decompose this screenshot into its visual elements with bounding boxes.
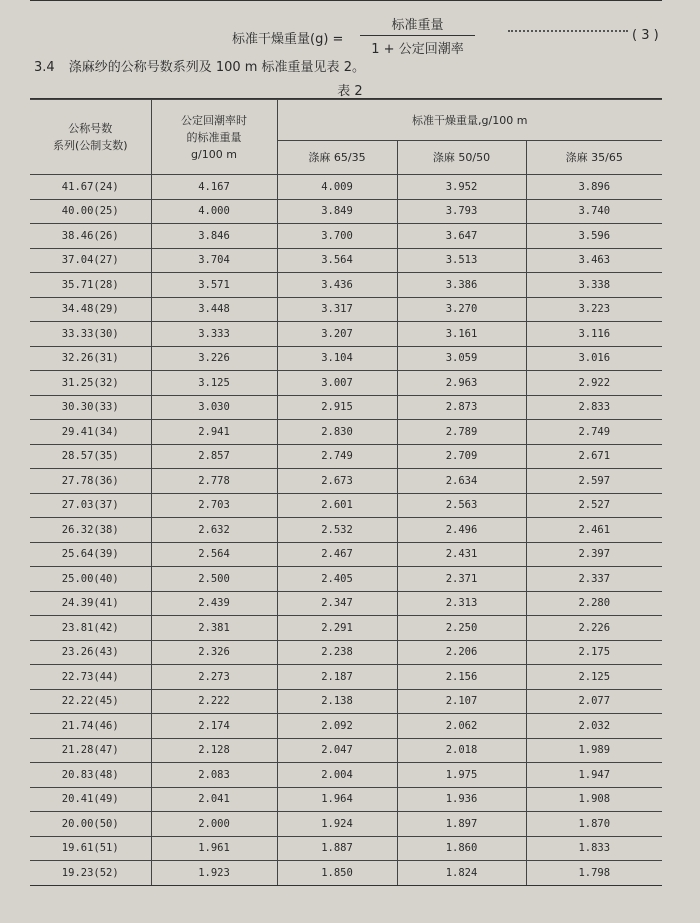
header-blend-35-65: 涤麻 35/65 (526, 141, 662, 175)
table-row (30, 297, 662, 322)
table-row (30, 812, 662, 837)
cell-nominal-count: 22.73(44) (30, 665, 151, 690)
cell-dry-35-65: 3.116 (526, 322, 662, 347)
cell-dry-50-50: 3.386 (397, 273, 526, 298)
table-row (30, 469, 662, 494)
cell-dry-35-65: 2.125 (526, 665, 662, 690)
cell-dry-35-65: 1.947 (526, 763, 662, 788)
cell-dry-35-65: 2.671 (526, 444, 662, 469)
cell-dry-65-35: 2.830 (277, 420, 397, 445)
table-row (30, 444, 662, 469)
cell-nominal-count: 21.74(46) (30, 714, 151, 739)
header-line: 的标准重量 (186, 130, 242, 144)
cell-dry-50-50: 2.371 (397, 567, 526, 592)
header-line: 公定回潮率时 (181, 113, 247, 127)
cell-dry-50-50: 2.206 (397, 640, 526, 665)
cell-dry-35-65: 3.463 (526, 248, 662, 273)
cell-dry-65-35: 3.700 (277, 224, 397, 249)
cell-nominal-count: 27.03(37) (30, 493, 151, 518)
cell-nominal-count: 22.22(45) (30, 689, 151, 714)
cell-dry-65-35: 2.047 (277, 738, 397, 763)
header-standard-weight (151, 100, 277, 175)
cell-dry-65-35: 1.964 (277, 787, 397, 812)
table-row (30, 616, 662, 641)
cell-nominal-count: 23.81(42) (30, 616, 151, 641)
table-row (30, 518, 662, 543)
cell-dry-65-35: 3.436 (277, 273, 397, 298)
cell-dry-50-50: 2.963 (397, 371, 526, 396)
header-blend-50-50: 涤麻 50/50 (397, 141, 526, 175)
cell-dry-50-50: 1.897 (397, 812, 526, 837)
cell-dry-35-65: 2.280 (526, 591, 662, 616)
table-row (30, 371, 662, 396)
header-line: 公称号数 (68, 122, 113, 135)
cell-dry-65-35: 3.007 (277, 371, 397, 396)
table-row (30, 567, 662, 592)
cell-standard-weight: 2.222 (151, 689, 277, 714)
cell-nominal-count: 20.41(49) (30, 787, 151, 812)
table-row (30, 763, 662, 788)
cell-nominal-count: 31.25(32) (30, 371, 151, 396)
cell-standard-weight: 4.000 (151, 199, 277, 224)
cell-standard-weight: 2.326 (151, 640, 277, 665)
cell-nominal-count: 34.48(29) (30, 297, 151, 322)
cell-dry-50-50: 1.936 (397, 787, 526, 812)
section-number: 3.4 (34, 60, 55, 75)
cell-dry-65-35: 2.187 (277, 665, 397, 690)
cell-dry-35-65: 1.798 (526, 861, 662, 886)
cell-dry-65-35: 1.850 (277, 861, 397, 886)
cell-dry-35-65: 3.016 (526, 346, 662, 371)
table-row (30, 224, 662, 249)
cell-standard-weight: 4.167 (151, 175, 277, 200)
cell-nominal-count: 20.00(50) (30, 812, 151, 837)
cell-nominal-count: 35.71(28) (30, 273, 151, 298)
cell-dry-65-35: 2.601 (277, 493, 397, 518)
cell-dry-35-65: 2.749 (526, 420, 662, 445)
table-row (30, 175, 662, 200)
cell-standard-weight: 3.333 (151, 322, 277, 347)
cell-dry-35-65: 2.032 (526, 714, 662, 739)
cell-dry-65-35: 3.207 (277, 322, 397, 347)
cell-dry-50-50: 3.059 (397, 346, 526, 371)
cell-nominal-count: 25.00(40) (30, 567, 151, 592)
cell-dry-35-65: 3.223 (526, 297, 662, 322)
cell-dry-50-50: 2.563 (397, 493, 526, 518)
cell-standard-weight: 2.778 (151, 469, 277, 494)
cell-standard-weight: 2.941 (151, 420, 277, 445)
cell-dry-50-50: 2.156 (397, 665, 526, 690)
formula-lhs: 标准干燥重量(g) = (232, 32, 344, 47)
cell-nominal-count: 30.30(33) (30, 395, 151, 420)
table-row (30, 395, 662, 420)
cell-standard-weight: 3.846 (151, 224, 277, 249)
cell-standard-weight: 2.174 (151, 714, 277, 739)
cell-dry-50-50: 2.634 (397, 469, 526, 494)
header-line: 系列(公制支数) (52, 139, 128, 152)
section-heading (34, 56, 365, 75)
cell-dry-65-35: 2.673 (277, 469, 397, 494)
table-caption: 表 2 (337, 84, 363, 99)
cell-dry-50-50: 3.647 (397, 224, 526, 249)
cell-dry-65-35: 3.564 (277, 248, 397, 273)
cell-nominal-count: 26.32(38) (30, 518, 151, 543)
cell-dry-65-35: 2.004 (277, 763, 397, 788)
cell-standard-weight: 1.961 (151, 836, 277, 861)
cell-nominal-count: 23.26(43) (30, 640, 151, 665)
cell-standard-weight: 2.381 (151, 616, 277, 641)
table-row (30, 199, 662, 224)
formula-denominator: 1 + 公定回潮率 (371, 42, 464, 57)
cell-nominal-count: 38.46(26) (30, 224, 151, 249)
cell-dry-50-50: 1.860 (397, 836, 526, 861)
cell-standard-weight: 2.128 (151, 738, 277, 763)
formula-numerator: 标准重量 (360, 14, 475, 36)
header-blend-65-35: 涤麻 65/35 (277, 141, 397, 175)
cell-dry-35-65: 2.833 (526, 395, 662, 420)
cell-dry-65-35: 2.915 (277, 395, 397, 420)
cell-dry-50-50: 2.873 (397, 395, 526, 420)
table-row (30, 665, 662, 690)
cell-standard-weight: 3.226 (151, 346, 277, 371)
cell-dry-50-50: 2.313 (397, 591, 526, 616)
cell-standard-weight: 2.857 (151, 444, 277, 469)
cell-dry-35-65: 1.833 (526, 836, 662, 861)
cell-dry-35-65: 2.397 (526, 542, 662, 567)
cell-nominal-count: 28.57(35) (30, 444, 151, 469)
table-row (30, 493, 662, 518)
cell-nominal-count: 20.83(48) (30, 763, 151, 788)
cell-dry-65-35: 1.887 (277, 836, 397, 861)
header-dry-weight-group: 标准干燥重量,g/100 m (277, 100, 662, 141)
table-row (30, 689, 662, 714)
header-nominal-count (30, 100, 151, 175)
top-rule (30, 0, 662, 1)
cell-standard-weight: 2.000 (151, 812, 277, 837)
cell-dry-65-35: 2.749 (277, 444, 397, 469)
cell-dry-50-50: 3.161 (397, 322, 526, 347)
cell-nominal-count: 33.33(30) (30, 322, 151, 347)
formula-fraction (360, 14, 475, 57)
cell-dry-35-65: 2.226 (526, 616, 662, 641)
cell-standard-weight: 3.125 (151, 371, 277, 396)
cell-standard-weight: 2.500 (151, 567, 277, 592)
table-row (30, 322, 662, 347)
cell-dry-50-50: 2.250 (397, 616, 526, 641)
cell-standard-weight: 2.439 (151, 591, 277, 616)
cell-nominal-count: 32.26(31) (30, 346, 151, 371)
table-row (30, 861, 662, 886)
cell-dry-35-65: 1.870 (526, 812, 662, 837)
cell-standard-weight: 2.632 (151, 518, 277, 543)
cell-dry-50-50: 3.270 (397, 297, 526, 322)
cell-nominal-count: 21.28(47) (30, 738, 151, 763)
cell-nominal-count: 41.67(24) (30, 175, 151, 200)
cell-dry-50-50: 3.952 (397, 175, 526, 200)
cell-nominal-count: 27.78(36) (30, 469, 151, 494)
cell-dry-65-35: 4.009 (277, 175, 397, 200)
cell-dry-50-50: 2.496 (397, 518, 526, 543)
cell-dry-35-65: 2.175 (526, 640, 662, 665)
table-row (30, 640, 662, 665)
cell-dry-35-65: 1.908 (526, 787, 662, 812)
cell-dry-35-65: 2.461 (526, 518, 662, 543)
cell-standard-weight: 3.571 (151, 273, 277, 298)
cell-nominal-count: 24.39(41) (30, 591, 151, 616)
cell-dry-35-65: 2.922 (526, 371, 662, 396)
cell-dry-35-65: 3.896 (526, 175, 662, 200)
cell-nominal-count: 19.61(51) (30, 836, 151, 861)
cell-dry-65-35: 2.405 (277, 567, 397, 592)
cell-nominal-count: 25.64(39) (30, 542, 151, 567)
cell-nominal-count: 40.00(25) (30, 199, 151, 224)
table-row (30, 591, 662, 616)
header-line: g/100 m (191, 147, 237, 161)
cell-dry-50-50: 2.789 (397, 420, 526, 445)
cell-standard-weight: 3.704 (151, 248, 277, 273)
cell-dry-35-65: 1.989 (526, 738, 662, 763)
cell-dry-50-50: 2.709 (397, 444, 526, 469)
cell-dry-35-65: 3.596 (526, 224, 662, 249)
cell-nominal-count: 37.04(27) (30, 248, 151, 273)
cell-dry-50-50: 1.824 (397, 861, 526, 886)
cell-dry-65-35: 2.291 (277, 616, 397, 641)
cell-dry-65-35: 2.138 (277, 689, 397, 714)
table-row (30, 420, 662, 445)
cell-dry-35-65: 2.077 (526, 689, 662, 714)
cell-standard-weight: 2.703 (151, 493, 277, 518)
cell-standard-weight: 2.273 (151, 665, 277, 690)
cell-standard-weight: 2.041 (151, 787, 277, 812)
cell-dry-50-50: 3.513 (397, 248, 526, 273)
cell-standard-weight: 3.448 (151, 297, 277, 322)
cell-dry-65-35: 2.238 (277, 640, 397, 665)
section-text: 涤麻纱的公称号数系列及 100 m 标准重量见表 2。 (68, 60, 365, 75)
cell-dry-65-35: 3.317 (277, 297, 397, 322)
cell-standard-weight: 1.923 (151, 861, 277, 886)
table-row (30, 714, 662, 739)
cell-nominal-count: 19.23(52) (30, 861, 151, 886)
cell-nominal-count: 29.41(34) (30, 420, 151, 445)
cell-dry-35-65: 3.338 (526, 273, 662, 298)
cell-dry-50-50: 3.793 (397, 199, 526, 224)
cell-dry-65-35: 1.924 (277, 812, 397, 837)
cell-dry-50-50: 2.431 (397, 542, 526, 567)
cell-dry-65-35: 3.849 (277, 199, 397, 224)
cell-dry-35-65: 3.740 (526, 199, 662, 224)
equation-number: ( 3 ) (632, 28, 659, 43)
data-table (30, 98, 662, 886)
cell-standard-weight: 2.564 (151, 542, 277, 567)
cell-dry-65-35: 2.092 (277, 714, 397, 739)
cell-dry-50-50: 1.975 (397, 763, 526, 788)
cell-standard-weight: 3.030 (151, 395, 277, 420)
leader-dots (508, 30, 628, 32)
cell-dry-50-50: 2.018 (397, 738, 526, 763)
cell-dry-65-35: 2.347 (277, 591, 397, 616)
table-row (30, 738, 662, 763)
cell-standard-weight: 2.083 (151, 763, 277, 788)
table-row (30, 542, 662, 567)
cell-dry-65-35: 3.104 (277, 346, 397, 371)
formula (0, 10, 700, 56)
cell-dry-35-65: 2.337 (526, 567, 662, 592)
cell-dry-65-35: 2.532 (277, 518, 397, 543)
cell-dry-50-50: 2.107 (397, 689, 526, 714)
table-row (30, 836, 662, 861)
cell-dry-35-65: 2.527 (526, 493, 662, 518)
cell-dry-65-35: 2.467 (277, 542, 397, 567)
table-row (30, 248, 662, 273)
cell-dry-35-65: 2.597 (526, 469, 662, 494)
table-row (30, 787, 662, 812)
cell-dry-50-50: 2.062 (397, 714, 526, 739)
table-row (30, 273, 662, 298)
table-row (30, 346, 662, 371)
